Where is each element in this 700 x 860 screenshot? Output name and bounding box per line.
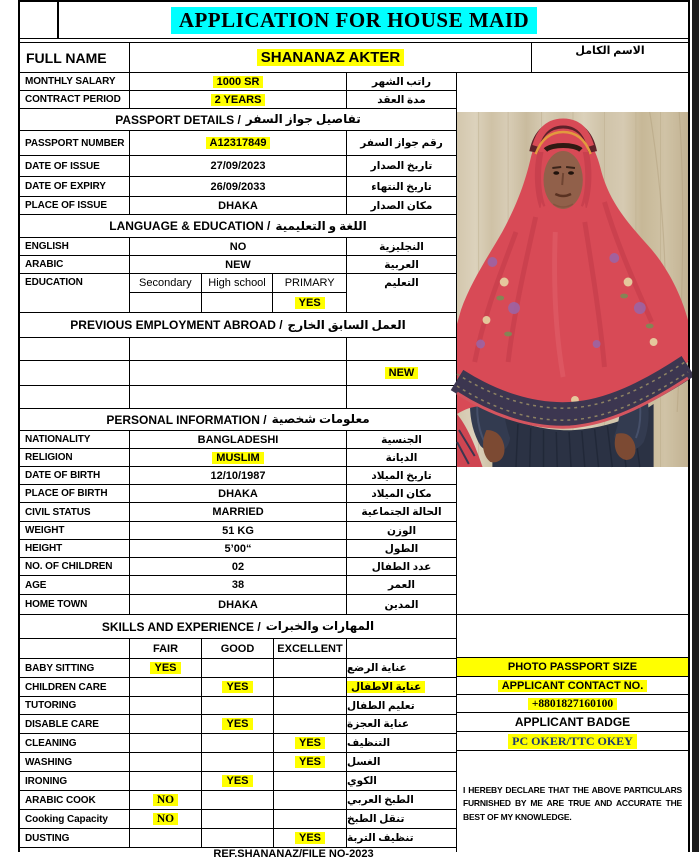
skill-arabic-label: عناية الاطفال (347, 678, 456, 696)
full-name-arabic-label: الاسم الكامل (575, 45, 645, 57)
skill-label: IRONING (20, 772, 130, 790)
field-value: NO (130, 238, 347, 255)
empty-row (20, 338, 456, 361)
field-arabic-label: راتب الشهر (371, 76, 432, 88)
table-row (20, 91, 456, 109)
badge-value: PC OKER/TTC OKEY (508, 734, 637, 749)
field-value: 27/09/2023 (130, 156, 347, 176)
field-label: PLACE OF BIRTH (20, 485, 130, 502)
full-name-value: SHANANAZ AKTER (130, 43, 532, 72)
footer-ref: REF.SHANANAZ/FILE NO-2023 (213, 848, 374, 860)
field-label: CIVIL STATUS (20, 503, 130, 521)
skill-arabic-label: تنقل الطبخ (347, 814, 405, 825)
section-header-personal: PERSONAL INFORMATION / معلومات شخصية (20, 409, 456, 431)
title-cell-divider (57, 2, 59, 38)
form-body (20, 73, 688, 860)
field-label: HEIGHT (20, 540, 130, 557)
contact-label: APPLICANT CONTACT NO. (498, 680, 648, 692)
table-row (20, 576, 456, 595)
employment-new-row (20, 361, 456, 386)
field-arabic-label: الحالة الجتماعية (361, 507, 442, 518)
field-value: 38 (130, 576, 347, 594)
field-arabic-label: المدين (384, 599, 419, 611)
education-option: Secondary (130, 274, 201, 293)
field-label: DATE OF BIRTH (20, 467, 130, 484)
field-arabic-label: الجنسية (381, 434, 422, 446)
skill-label: CHILDREN CARE (20, 678, 130, 696)
section-header-language: LANGUAGE & EDUCATION / اللغة و التعليمية (20, 215, 456, 238)
field-value: 26/09/2033 (130, 177, 347, 196)
education-primary-value: YES (273, 293, 346, 312)
skill-arabic-label: تنظيف التربة (347, 833, 414, 844)
skill-label: CLEANING (20, 734, 130, 752)
section-header-previous-employment: PREVIOUS EMPLOYMENT ABROAD / العمل السابق الخارج (20, 313, 456, 338)
skill-label: DUSTING (20, 829, 130, 847)
field-arabic-label: مكان الميلاد (371, 488, 432, 500)
education-row (20, 274, 456, 313)
field-arabic-label: النجليزية (379, 241, 424, 253)
skill-row: ARABIC COOK NO الطبخ العربي (20, 791, 456, 810)
skill-arabic-label: التنظيف (347, 738, 391, 749)
field-label: ENGLISH (20, 238, 130, 255)
skill-row: WASHING YES الغسل (20, 753, 456, 772)
field-label: EDUCATION (20, 274, 130, 312)
full-name-label: FULL NAME (20, 43, 130, 72)
empty-cell (457, 615, 688, 658)
contact-number: +8801827160100 (528, 698, 617, 710)
badge-value-row (457, 732, 688, 751)
table-row (20, 540, 456, 558)
footer-ref-row (20, 848, 456, 860)
left-table (20, 73, 457, 860)
skill-arabic-label: الطبخ العربي (347, 795, 414, 806)
skill-label: BABY SITTING (20, 659, 130, 677)
field-arabic-label: تاريخ النتهاء (371, 181, 432, 193)
field-label: PASSPORT NUMBER (20, 131, 130, 155)
field-value: DHAKA (130, 595, 347, 614)
right-column (457, 73, 688, 852)
skill-row: DISABLE CARE YES عناية العجزة (20, 715, 456, 734)
field-arabic-label: تاريخ الصدار (370, 161, 433, 172)
field-value: MARRIED (130, 503, 347, 521)
skill-row: Cooking Capacity NO تنقل الطبخ (20, 810, 456, 829)
table-row (20, 485, 456, 503)
field-arabic-label: رقم جواز السفر (360, 138, 443, 149)
page-title: APPLICATION FOR HOUSE MAID (171, 7, 537, 34)
field-label: HOME TOWN (20, 595, 130, 614)
field-value: DHAKA (130, 485, 347, 502)
field-arabic-label: مكان الصدار (370, 200, 433, 212)
table-row (20, 197, 456, 215)
skill-row: CLEANING YES التنظيف (20, 734, 456, 753)
section-header-skills: SKILLS AND EXPERIENCE / المهارات والخبرات (20, 615, 456, 639)
table-row (20, 156, 456, 177)
field-value: DHAKA (130, 197, 347, 214)
form-sheet (18, 0, 690, 860)
field-label: WEIGHT (20, 522, 130, 539)
empty-row (20, 386, 456, 409)
table-row (20, 73, 456, 91)
field-label: CONTRACT PERIOD (20, 91, 130, 108)
full-name-row (20, 43, 688, 73)
field-value: MUSLIM (130, 449, 347, 466)
skill-label: Cooking Capacity (20, 810, 130, 828)
table-row (20, 467, 456, 485)
photo-size-banner: PHOTO PASSPORT SIZE (457, 658, 688, 677)
skill-arabic-label: عناية الرضع (347, 663, 407, 674)
field-value: 2 YEARS (130, 91, 347, 108)
education-grid (130, 274, 347, 312)
field-arabic-label: مدة العقد (377, 94, 426, 106)
photo-panel (457, 614, 688, 852)
section-header-passport: PASSPORT DETAILS / تفاصيل جواز السفر (20, 109, 456, 131)
skill-arabic-label: الكوي (347, 776, 377, 787)
skill-label: WASHING (20, 753, 130, 771)
field-value: 02 (130, 558, 347, 575)
field-arabic-label: الديانة (385, 452, 418, 464)
field-arabic-label: العربية (384, 259, 419, 271)
contact-label-row (457, 677, 688, 695)
education-option: High school (202, 274, 273, 293)
contact-number-row (457, 695, 688, 713)
field-label: DATE OF EXPIRY (20, 177, 130, 196)
table-row (20, 449, 456, 467)
table-row (20, 238, 456, 256)
skill-label: ARABIC COOK (20, 791, 130, 809)
field-arabic-label: التعليم (384, 278, 419, 289)
field-label: AGE (20, 576, 130, 594)
skills-column-header (20, 639, 456, 659)
skill-label: DISABLE CARE (20, 715, 130, 733)
skill-arabic-label: الغسل (347, 757, 381, 768)
field-arabic-label: تاريخ الميلاد (371, 470, 432, 482)
skill-row: CHILDREN CARE YES عناية الاطفال (20, 678, 456, 697)
table-row (20, 431, 456, 449)
table-row (20, 522, 456, 540)
field-label: DATE OF ISSUE (20, 156, 130, 176)
skill-row (20, 697, 456, 715)
applicant-photo (457, 112, 688, 467)
field-value: 51 KG (130, 522, 347, 539)
page-edge-strip (692, 0, 699, 852)
field-label: MONTHLY SALARY (20, 73, 130, 90)
table-row (20, 595, 456, 615)
field-value: BANGLADESHI (130, 431, 347, 448)
column-header-good: GOOD (202, 639, 274, 658)
declaration-text: I HEREBY DECLARE THAT THE ABOVE PARTICULARS FURNISHED BY ME ARE TRUE AND ACCURATE THE BEST OF MY KNOWLEDGE. (463, 785, 682, 822)
field-arabic-label: الطول (384, 543, 419, 555)
table-row (20, 256, 456, 274)
field-value: 5’00“ (130, 540, 347, 557)
education-option: PRIMARY (273, 274, 346, 293)
table-row (20, 558, 456, 576)
skill-row: DUSTING YES تنظيف التربة (20, 829, 456, 848)
field-arabic-label: العمر (387, 580, 416, 591)
field-value: NEW (130, 256, 347, 273)
column-header-excellent: EXCELLENT (274, 639, 347, 658)
employment-status: NEW (347, 361, 456, 385)
field-value: 12/10/1987 (130, 467, 347, 484)
skill-label: TUTORING (20, 697, 130, 714)
table-row (20, 177, 456, 197)
field-value: 1000 SR (130, 73, 347, 90)
field-label: ARABIC (20, 256, 130, 273)
column-header-fair: FAIR (130, 639, 202, 658)
table-row (20, 131, 456, 156)
field-label: NO. OF CHILDREN (20, 558, 130, 575)
skill-arabic-label: تعليم الطفال (347, 700, 415, 712)
badge-label-row (457, 713, 688, 732)
title-row (20, 2, 688, 39)
field-label: NATIONALITY (20, 431, 130, 448)
field-value: A12317849 (130, 131, 347, 155)
field-arabic-label: عدد الطفال (371, 561, 432, 573)
skill-arabic-label: عناية العجزة (347, 719, 410, 730)
badge-label: APPLICANT BADGE (514, 715, 631, 729)
skill-row: IRONING YES الكوي (20, 772, 456, 791)
skill-row: BABY SITTING YES عناية الرضع (20, 659, 456, 678)
field-label: RELIGION (20, 449, 130, 466)
field-label: PLACE OF ISSUE (20, 197, 130, 214)
field-arabic-label: الوزن (386, 525, 417, 537)
table-row (20, 503, 456, 522)
